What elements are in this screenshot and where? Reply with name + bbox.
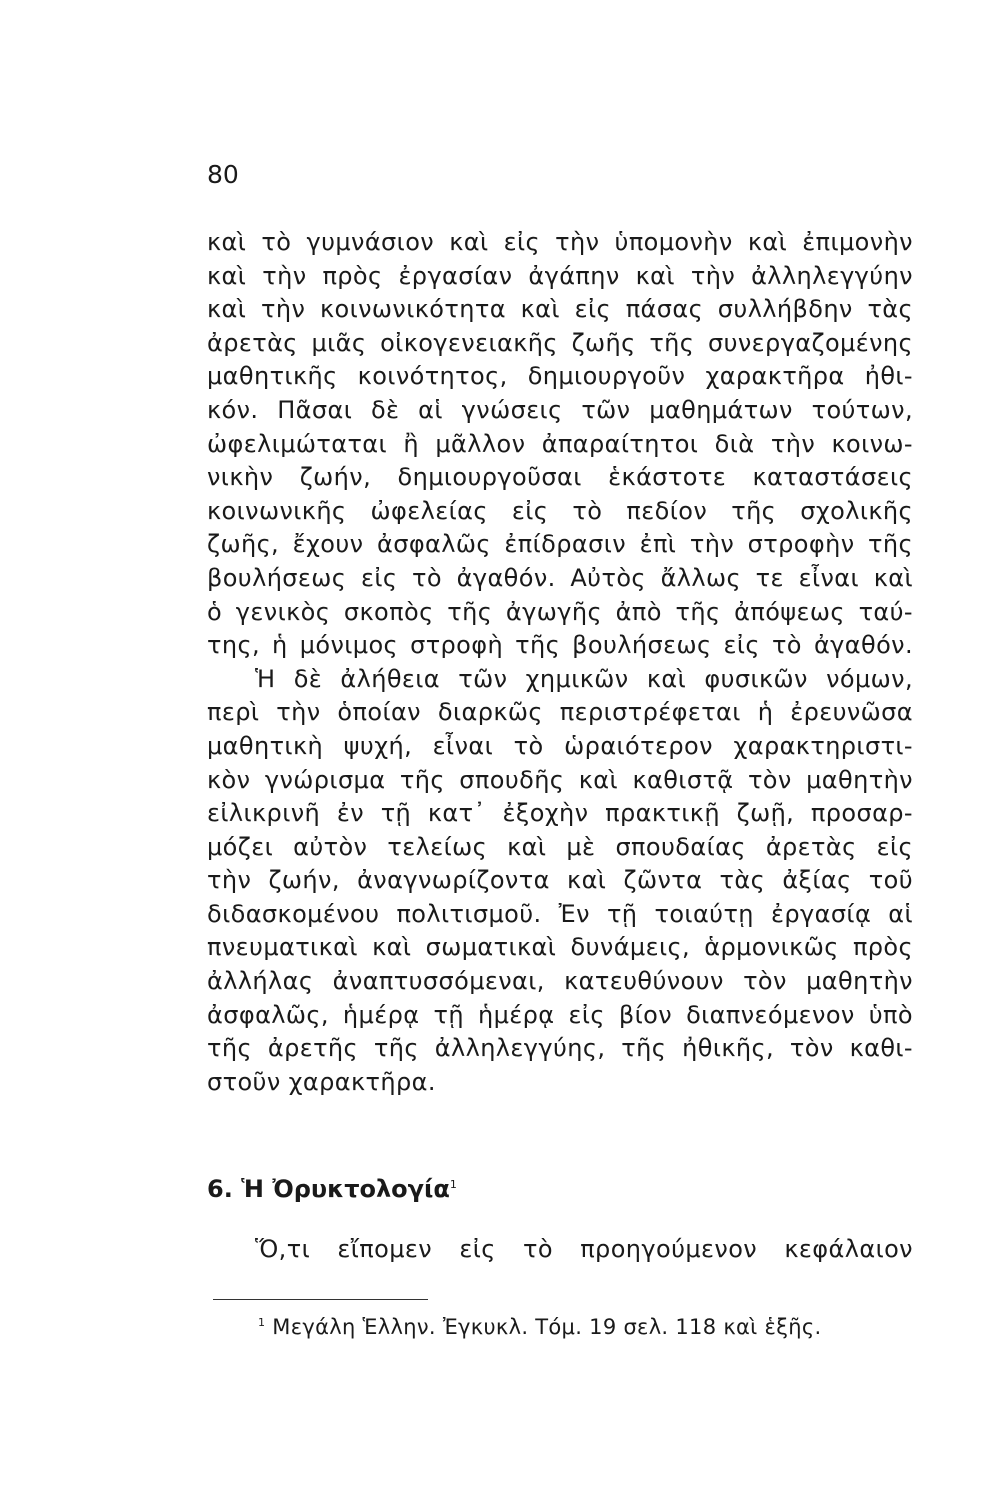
text-line: μόζει αὐτὸν τελείως καὶ μὲ σπουδαίας ἀρετὰς εἰς [207,832,913,861]
body-text [207,226,913,1099]
text-line: τὴν ζωήν, ἀναγνωρίζοντα καὶ ζῶντα τὰς ἀξίας τοῦ [207,866,913,895]
text-line: βουλήσεως εἰς τὸ ἀγαθόν. Αὐτὸς ἄλλως τε εἶναι καὶ [207,563,913,592]
text-line: στοῦν χαρακτῆρα. [207,1067,436,1096]
text-line: καὶ τὴν κοινωνικότητα καὶ εἰς πάσας συλλήβδην τὰς [207,295,913,324]
text-line: μαθητικῆς κοινότητος, δημιουργοῦν χαρακτῆρα ἠθι- [207,362,913,391]
text-line: ὠφελιμώταται ἢ μᾶλλον ἀπαραίτητοι διὰ τὴν κοινω- [207,429,913,458]
footnote-text: Μεγάλη Ἑλλην. Ἐγκυκλ. Τόμ. 19 σελ. 118 καὶ ἑξῆς. [272,1315,822,1339]
text-line: μαθητικὴ ψυχή, εἶναι τὸ ὡραιότερον χαρακτηριστι- [207,731,913,760]
text-line: ζωῆς, ἔχουν ἀσφαλῶς ἐπίδρασιν ἐπὶ τὴν στροφὴν τῆς [207,530,913,559]
section-body [207,1233,913,1267]
text-line: διδασκομένου πολιτισμοῦ. Ἐν τῇ τοιαύτῃ ἐργασίᾳ αἱ [207,899,913,928]
text-line: καὶ τὴν πρὸς ἐργασίαν ἀγάπην καὶ τὴν ἀλληλεγγύην [207,261,913,290]
page-number: 80 [207,160,239,189]
text-line: κοινωνικῆς ὠφελείας εἰς τὸ πεδίον τῆς σχολικῆς [207,496,913,525]
text-line: Ὅ,τι εἴπομεν εἰς τὸ προηγούμενον κεφάλαιον [255,1235,913,1263]
footnote-mark: 1 [258,1316,266,1329]
text-line: κόν. Πᾶσαι δὲ αἱ γνώσεις τῶν μαθημάτων τούτων, [207,395,913,424]
text-line: νικὴν ζωήν, δημιουργοῦσαι ἑκάστοτε καταστάσεις [207,463,913,492]
text-line: περὶ τὴν ὁποίαν διαρκῶς περιστρέφεται ἡ ἐρευνῶσα [207,698,913,727]
text-line: της, ἡ μόνιμος στροφὴ τῆς βουλήσεως εἰς τὸ ἀγαθόν. [207,631,913,660]
text-line: Ἡ δὲ ἀλήθεια τῶν χημικῶν καὶ φυσικῶν νόμων, [255,664,913,693]
section-heading [207,1175,457,1203]
footnote-reference: 1 [449,1178,457,1191]
text-line: ὁ γενικὸς σκοπὸς τῆς ἀγωγῆς ἀπὸ τῆς ἀπόψεως ταύ- [207,597,913,626]
text-line: ἀλλήλας ἀναπτυσσόμεναι, κατευθύνουν τὸν μαθητὴν [207,967,913,996]
section-heading-text: 6. Ἡ Ὀρυκτολογία [207,1175,450,1203]
text-line: καὶ τὸ γυμνάσιον καὶ εἰς τὴν ὑπομονὴν καὶ ἐπιμονὴν [207,228,913,256]
footnote [258,1315,821,1339]
text-line: ἀσφαλῶς, ἡμέρᾳ τῇ ἡμέρᾳ εἰς βίον διαπνεόμενον ὑπὸ [207,1000,913,1029]
text-line: ἀρετὰς μιᾶς οἰκογενειακῆς ζωῆς τῆς συνεργαζομένης [207,328,913,357]
text-line: τῆς ἀρετῆς τῆς ἀλληλεγγύης, τῆς ἠθικῆς, τὸν καθι- [207,1034,913,1063]
text-line: πνευματικαὶ καὶ σωματικαὶ δυνάμεις, ἁρμονικῶς πρὸς [207,933,913,962]
text-line: κὸν γνώρισμα τῆς σπουδῆς καὶ καθιστᾷ τὸν μαθητὴν [207,765,913,794]
footnote-rule [213,1299,428,1300]
text-line: εἰλικρινῆ ἐν τῇ κατ᾽ ἐξοχὴν πρακτικῇ ζωῇ, προσαρ- [207,799,913,828]
